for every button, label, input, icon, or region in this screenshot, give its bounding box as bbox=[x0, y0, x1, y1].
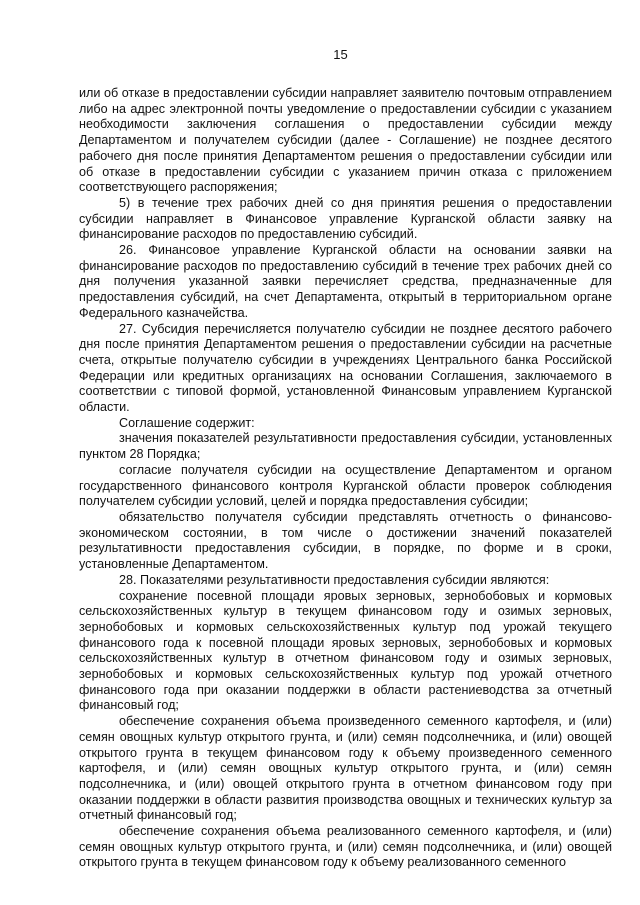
paragraph: согласие получателя субсидии на осуществление Департаментом и органом государственного финансового контроля Курганской области проверок соблюдения получателем субсидии условий, целей и порядка предоставления субсидии; bbox=[79, 462, 612, 509]
paragraph: 28. Показателями результативности предоставления субсидии являются: bbox=[119, 572, 550, 587]
paragraph: сохранение посевной площади яровых зерновых, зернобобовых и кормовых сельскохозяйственных культур в текущем финансовом году и озимых зерновых, зернобобовых и кормовых сельскохозяйственных культур под урожай текущего финансового года к посевной площади яровых зерновых, зернобобовых и кормовых сельскохозяйственных культур в отчетном финансовом году и озимых зерновых, зернобобовых и кормовых сельскохозяйственных культур под урожай отчетного финансового года при оказании поддержки в области растениеводства за отчетный финансовый год; bbox=[79, 588, 612, 713]
paragraph: обязательство получателя субсидии представлять отчетность о финансово-экономическом состоянии, в том числе о достижении значений показателей результативности предоставления субсидии, в порядке, по форме и в сроки, установленные Департаментом. bbox=[79, 509, 612, 572]
paragraph: или об отказе в предоставлении субсидии направляет заявителю почтовым отправлением либо на адрес электронной почты уведомление о предоставлении субсидии с указанием необходимости заключения соглашения о предоставлении субсидии между Департаментом и получателем субсидии (далее - Соглашение) не позднее десятого рабочего дня после принятия Департаментом решения о предоставлении субсидии или об отказе в предоставлении субсидии с указанием причин отказа с приложением соответствующего распоряжения; bbox=[79, 86, 612, 195]
document-body bbox=[79, 86, 612, 871]
paragraph: 5) в течение трех рабочих дней со дня принятия решения о предоставлении субсидии направляет в Финансовое управление Курганской области заявку на финансирование расходов по предоставлению субсидий. bbox=[79, 195, 612, 242]
paragraph: значения показателей результативности предоставления субсидии, установленных пунктом 28 Порядка; bbox=[79, 431, 612, 462]
paragraph: обеспечение сохранения объема произведенного семенного картофеля, и (или) семян овощных культур открытого грунта, и (или) семян подсолнечника, и (или) овощей открытого грунта в текущем финансовом году к объему произведенного семенного картофеля, и (или) семян овощных культур открытого грунта, и (или) семян подсолнечника, и (или) овощей открытого грунта в отчетном финансовом году при оказании поддержки в области развития производства овощных и технических культур за отчетный финансовый год; bbox=[79, 714, 612, 823]
page-number: 15 bbox=[333, 47, 348, 62]
paragraph: 27. Субсидия перечисляется получателю субсидии не позднее десятого рабочего дня после принятия Департаментом решения о предоставлении субсидии на расчетные счета, открытые получателю субсидии в учреждениях Центрального банка Российской Федерации или кредитных организациях на основании Соглашения, заключаемого в соответствии с типовой формой, установленной Финансовым управлением Курганской области. bbox=[79, 321, 612, 415]
paragraph: обеспечение сохранения объема реализованного семенного картофеля, и (или) семян овощных культур открытого грунта, и (или) семян подсолнечника, и (или) овощей открытого грунта в текущем финансовом году к объему реализованного семенного bbox=[79, 824, 612, 870]
paragraph: 26. Финансовое управление Курганской области на основании заявки на финансирование расходов по предоставлению субсидий в течение трех рабочих дней со дня получения указанной заявки перечисляет средства, предназначенные для предоставления субсидий, на счет Департамента, открытый в территориальном органе Федерального казначейства. bbox=[79, 243, 612, 320]
paragraph: Соглашение содержит: bbox=[119, 415, 255, 430]
